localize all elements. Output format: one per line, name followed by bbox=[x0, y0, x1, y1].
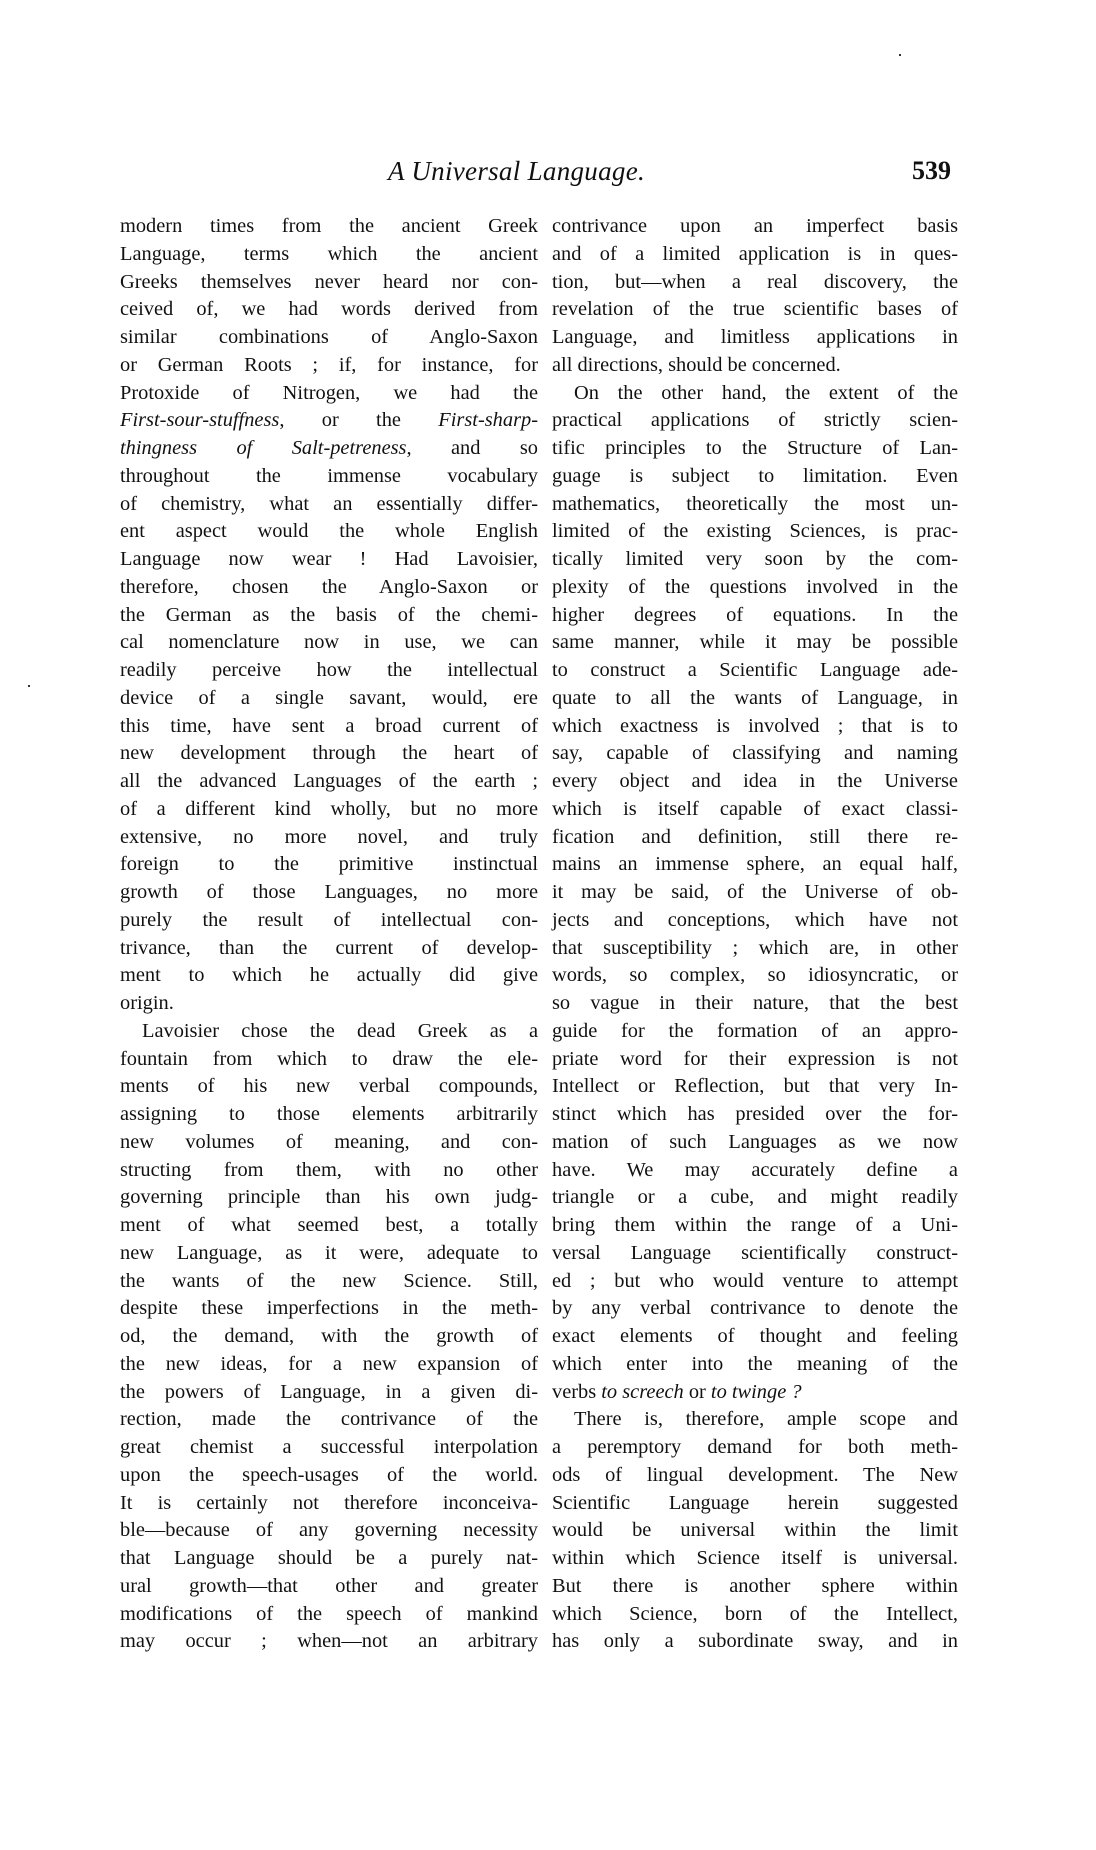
italic-text: to twinge ? bbox=[710, 1380, 802, 1403]
text-line: which is itself capable of exact classi- bbox=[552, 797, 958, 820]
italic-text: thingness of Salt-petreness bbox=[120, 437, 407, 459]
text-line: tion, but—when a real discovery, the bbox=[552, 270, 958, 293]
text-line: exact elements of thought and feeling bbox=[552, 1325, 958, 1347]
text-line: quate to all the wants of Language, in bbox=[552, 686, 958, 709]
text-line: readily perceive how the intellectual bbox=[120, 659, 538, 681]
text-line: modifications of the speech of mankind bbox=[120, 1602, 538, 1625]
text-line: fication and definition, still there re- bbox=[552, 825, 958, 848]
text-line: ment to which he actually did give bbox=[120, 964, 538, 987]
text-segment: , and so bbox=[406, 437, 538, 459]
text-line: structing from them, with no other bbox=[120, 1158, 538, 1181]
text-line: revelation of the true scientific bases of bbox=[552, 298, 958, 321]
text-line: On the other hand, the extent of the bbox=[574, 381, 958, 404]
text-line: modern times from the ancient Greek bbox=[120, 215, 538, 237]
text-line: mains an immense sphere, an equal half, bbox=[552, 853, 958, 876]
text-line: trivance, than the current of develop- bbox=[120, 936, 538, 959]
text-line: mation of such Languages as we now bbox=[552, 1130, 958, 1153]
text-line: say, capable of classifying and naming bbox=[552, 742, 958, 765]
text-line: guage is subject to limitation. Even bbox=[552, 464, 958, 487]
print-speck bbox=[899, 54, 901, 56]
text-line: similar combinations of Anglo-Saxon bbox=[120, 326, 538, 348]
text-line: despite these imperfections in the meth- bbox=[120, 1297, 538, 1320]
text-line: mathematics, theoretically the most un- bbox=[552, 492, 958, 515]
text-line: rection, made the contrivance of the bbox=[120, 1408, 538, 1431]
text-line: would be universal within the limit bbox=[552, 1519, 958, 1542]
text-line: may occur ; when—not an arbitrary bbox=[120, 1630, 538, 1653]
text-line: triangle or a cube, and might readily bbox=[552, 1186, 958, 1209]
text-line: extensive, no more novel, and truly bbox=[120, 825, 538, 848]
text-line: of chemistry, what an essentially differ- bbox=[120, 492, 538, 515]
text-line: words, so complex, so idiosyncratic, or bbox=[552, 964, 958, 987]
text-line: within which Science itself is universal. bbox=[552, 1547, 958, 1569]
italic-text: First-sour-stuffness bbox=[120, 409, 280, 432]
print-speck bbox=[28, 685, 30, 687]
running-head bbox=[0, 156, 1096, 190]
text-line: Intellect or Reflection, but that very In- bbox=[552, 1075, 958, 1098]
text-line: foreign to the primitive instinctual bbox=[120, 853, 538, 876]
text-line: ent aspect would the whole English bbox=[120, 520, 538, 543]
text-line: by any verbal contrivance to denote the bbox=[552, 1297, 958, 1320]
text-line bbox=[120, 435, 538, 463]
text-line: higher degrees of equations. In the bbox=[552, 603, 958, 626]
text-line: guide for the formation of an appro- bbox=[552, 1019, 958, 1042]
text-column-right bbox=[552, 213, 958, 1656]
text-line: ment of what seemed best, a totally bbox=[120, 1214, 538, 1236]
text-line: of a different kind wholly, but no more bbox=[120, 797, 538, 820]
text-line: which Science, born of the Intellect, bbox=[552, 1602, 958, 1625]
text-line: assigning to those elements arbitrarily bbox=[120, 1103, 538, 1125]
text-line: device of a single savant, would, ere bbox=[120, 686, 538, 709]
text-line: Protoxide of Nitrogen, we had the bbox=[120, 381, 538, 404]
text-line: There is, therefore, ample scope and bbox=[574, 1408, 958, 1431]
text-line: tically limited very soon by the com- bbox=[552, 548, 958, 570]
text-line: which enter into the meaning of the bbox=[552, 1352, 958, 1375]
text-line: which exactness is involved ; that is to bbox=[552, 714, 958, 737]
text-line bbox=[120, 407, 538, 435]
text-line: contrivance upon an imperfect basis bbox=[552, 215, 958, 237]
text-line: But there is another sphere within bbox=[552, 1574, 958, 1597]
text-line: therefore, chosen the Anglo-Saxon or bbox=[120, 575, 538, 598]
text-line: jects and conceptions, which have not bbox=[552, 908, 958, 931]
text-line: practical applications of strictly scien- bbox=[552, 409, 958, 432]
text-line: ed ; but who would venture to attempt bbox=[552, 1269, 958, 1292]
text-segment: , or the bbox=[279, 409, 439, 432]
text-line: tific principles to the Structure of Lan- bbox=[552, 437, 958, 459]
text-line: that Language should be a purely nat- bbox=[120, 1547, 538, 1569]
text-line: fountain from which to draw the ele- bbox=[120, 1047, 538, 1070]
text-line: cal nomenclature now in use, we can bbox=[120, 631, 538, 654]
italic-text: to screech bbox=[601, 1380, 684, 1403]
text-line: ble—because of any governing necessity bbox=[120, 1519, 538, 1542]
text-line bbox=[552, 1379, 958, 1407]
text-line: the German as the basis of the chemi- bbox=[120, 603, 538, 626]
text-line: new Language, as it were, adequate to bbox=[120, 1241, 538, 1264]
text-line: Language now wear ! Had Lavoisier, bbox=[120, 548, 538, 570]
text-line: od, the demand, with the growth of bbox=[120, 1325, 538, 1347]
text-line: has only a subordinate sway, and in bbox=[552, 1630, 958, 1653]
text-line: Lavoisier chose the dead Greek as a bbox=[142, 1019, 538, 1042]
text-line: growth of those Languages, no more bbox=[120, 881, 538, 903]
text-line: ural growth—that other and greater bbox=[120, 1574, 538, 1597]
text-line: Scientific Language herein suggested bbox=[552, 1491, 958, 1514]
text-line: same manner, while it may be possible bbox=[552, 631, 958, 654]
italic-text: First-sharp- bbox=[438, 409, 538, 432]
text-column-left bbox=[120, 213, 538, 1656]
text-line: and of a limited application is in ques- bbox=[552, 242, 958, 265]
text-line: the new ideas, for a new expansion of bbox=[120, 1352, 538, 1375]
text-line: throughout the immense vocabulary bbox=[120, 464, 538, 487]
text-line: all directions, should be concerned. bbox=[552, 353, 841, 376]
text-line: all the advanced Languages of the earth ; bbox=[120, 770, 538, 792]
text-line: the powers of Language, in a given di- bbox=[120, 1380, 538, 1403]
text-line: ods of lingual development. The New bbox=[552, 1463, 958, 1486]
text-segment: verbs bbox=[552, 1380, 602, 1403]
text-line: it may be said, of the Universe of ob- bbox=[552, 881, 958, 903]
text-line: so vague in their nature, that the best bbox=[552, 992, 958, 1014]
text-line: priate word for their expression is not bbox=[552, 1047, 958, 1070]
text-line: or German Roots ; if, for instance, for bbox=[120, 353, 538, 376]
text-line: purely the result of intellectual con- bbox=[120, 908, 538, 931]
text-line: that susceptibility ; which are, in other bbox=[552, 936, 958, 959]
page-number: 539 bbox=[912, 156, 951, 185]
text-line: versal Language scientifically construct- bbox=[552, 1241, 958, 1264]
text-line: new development through the heart of bbox=[120, 742, 538, 765]
text-line: new volumes of meaning, and con- bbox=[120, 1130, 538, 1153]
text-line: have. We may accurately define a bbox=[552, 1158, 958, 1181]
text-line: upon the speech-usages of the world. bbox=[120, 1463, 538, 1486]
text-line: Greeks themselves never heard nor con- bbox=[120, 270, 538, 293]
running-title: A Universal Language. bbox=[388, 156, 646, 186]
text-line: ceived of, we had words derived from bbox=[120, 298, 538, 321]
text-line: bring them within the range of a Uni- bbox=[552, 1214, 958, 1236]
text-line: governing principle than his own judg- bbox=[120, 1186, 538, 1209]
text-line: every object and idea in the Universe bbox=[552, 770, 958, 792]
text-line: to construct a Scientific Language ade- bbox=[552, 659, 958, 681]
text-line: limited of the existing Sciences, is prac- bbox=[552, 520, 958, 543]
text-segment: or bbox=[683, 1380, 711, 1403]
text-line: great chemist a successful interpolation bbox=[120, 1436, 538, 1458]
text-line: this time, have sent a broad current of bbox=[120, 714, 538, 737]
text-line: stinct which has presided over the for- bbox=[552, 1103, 958, 1125]
text-line: It is certainly not therefore inconceiva- bbox=[120, 1491, 538, 1514]
text-line: Language, terms which the ancient bbox=[120, 242, 538, 265]
text-line: Language, and limitless applications in bbox=[552, 326, 958, 348]
text-line: ments of his new verbal compounds, bbox=[120, 1075, 538, 1098]
text-line: a peremptory demand for both meth- bbox=[552, 1436, 958, 1458]
text-line: the wants of the new Science. Still, bbox=[120, 1269, 538, 1292]
text-line: plexity of the questions involved in the bbox=[552, 575, 958, 598]
text-line: origin. bbox=[120, 992, 174, 1014]
